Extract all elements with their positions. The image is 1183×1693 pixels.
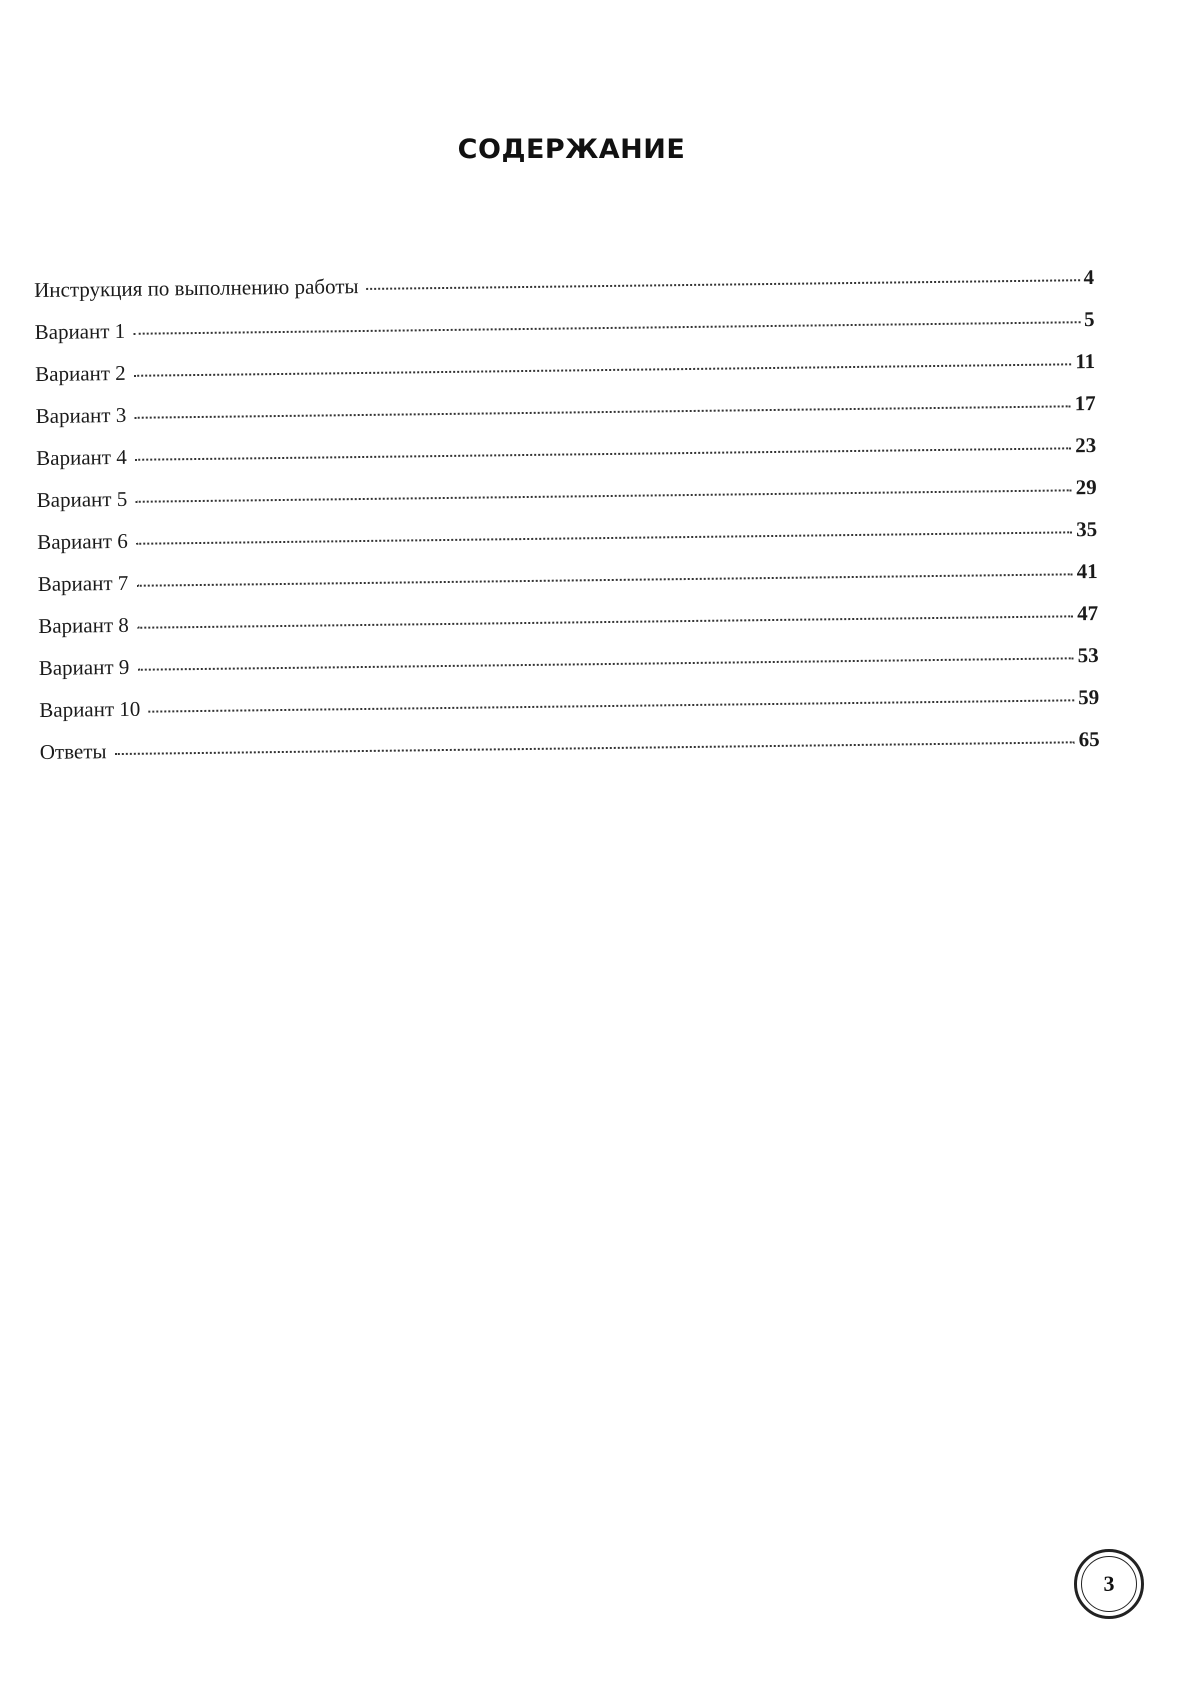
dot-leader: [148, 699, 1074, 712]
toc-entry-page: 35: [1076, 517, 1098, 542]
dot-leader: [135, 489, 1071, 502]
dot-leader: [367, 279, 1080, 290]
toc-entry-label: Инструкция по выполнению работы: [34, 274, 359, 302]
toc-entry-label: Вариант 9: [38, 654, 130, 680]
toc-entry-label: Вариант 3: [35, 402, 127, 428]
dot-leader: [115, 741, 1075, 755]
toc-entry-label: Вариант 2: [35, 360, 126, 386]
page-title: СОДЕРЖАНИЕ: [457, 134, 686, 165]
toc-entry-page: 47: [1077, 601, 1099, 626]
toc-entry-label: Вариант 7: [37, 570, 129, 596]
toc-entry-label: Вариант 6: [37, 528, 128, 554]
toc-entry-page: 53: [1077, 643, 1099, 668]
dot-leader: [137, 615, 1073, 628]
dot-leader: [136, 573, 1072, 586]
toc-entry-label: Вариант 5: [36, 486, 128, 512]
dot-leader: [134, 405, 1070, 418]
page-number-badge: [1074, 1549, 1144, 1619]
toc-entry-label: Вариант 1: [34, 318, 126, 344]
toc-entry-page: 4: [1083, 265, 1095, 290]
toc-entry-page: 29: [1075, 475, 1097, 500]
table-of-contents: [34, 265, 1100, 782]
toc-entry-page: 41: [1076, 559, 1098, 584]
toc-entry-page: 59: [1078, 685, 1100, 710]
toc-entry-page: 65: [1078, 727, 1100, 752]
toc-entry-page: 11: [1075, 349, 1096, 374]
toc-entry-page: 23: [1074, 433, 1097, 458]
dot-leader: [137, 657, 1073, 670]
toc-entry-page: 5: [1083, 307, 1095, 332]
toc-entry-label: Вариант 4: [36, 444, 127, 470]
toc-entry-label: Ответы: [39, 739, 107, 764]
toc-entry-page: 17: [1074, 391, 1096, 416]
dot-leader: [133, 321, 1080, 335]
dot-leader: [136, 531, 1072, 544]
page-number: 3: [1103, 1571, 1115, 1596]
dot-leader: [134, 363, 1072, 376]
toc-entry-label: Вариант 8: [38, 612, 129, 638]
toc-entry-label: Вариант 10: [39, 696, 141, 722]
dot-leader: [135, 447, 1071, 460]
